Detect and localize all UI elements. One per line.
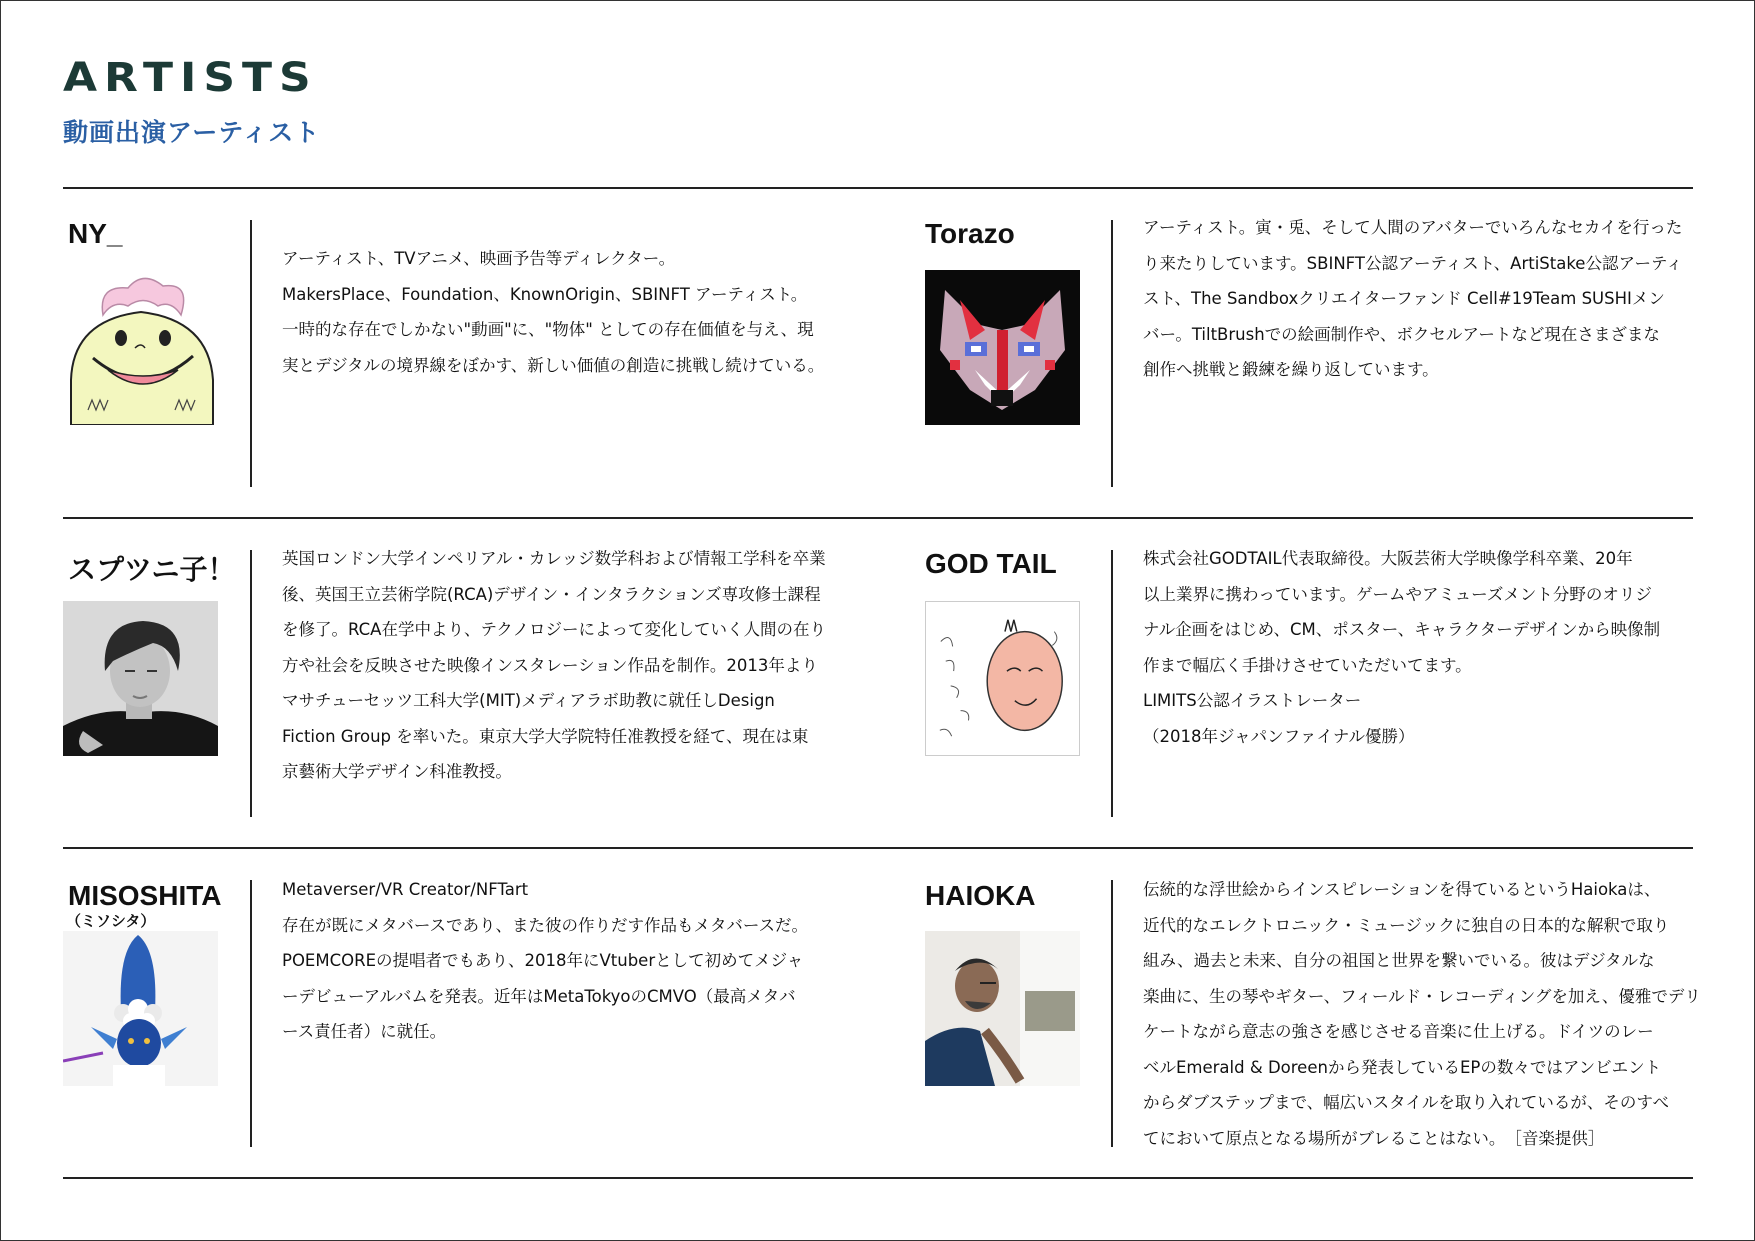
artist-name: MISOSHITA — [68, 880, 222, 911]
artist-name: HAIOKA — [925, 880, 1036, 911]
artist-name: スプツニ子！ — [68, 554, 236, 585]
artist-name: GOD TAIL — [925, 548, 1057, 579]
yellow-creature-avatar — [63, 270, 218, 425]
page-title: ARTISTS — [63, 54, 318, 101]
artist-bio: 英国ロンドン大学インペリアル・カレッジ数学科および情報工学科を卒業 後、英国王立芸術学院(RCA)デザイン・インタラクションズ専攻修士課程 を修了。RCA在学中より、テクノロジーによって変化していく人間の在り 方や社会を反映させた映像インスタレーション作品を制作。2013年より マサチューセッツ工科大学(MIT)メディアラボ助教に就任しDesign Fiction Group を率いた。東京大学大学院特任准教授を経て、現在は東 京藝術大学デザイン科准教授。 — [282, 549, 826, 781]
divider-row-1 — [63, 517, 1693, 519]
divider-top — [63, 187, 1693, 189]
portrait-photo-avatar — [63, 601, 218, 756]
artist-name: NY_ — [68, 218, 123, 249]
column-divider — [1111, 550, 1113, 817]
column-divider — [250, 550, 252, 817]
divider-row-2 — [63, 847, 1693, 849]
column-divider — [1111, 880, 1113, 1147]
artist-bio: 伝統的な浮世絵からインスピレーションを得ているというHaiokaは、 近代的なエレクトロニック・ミュージックに独自の日本的な解釈で取り 組み、過去と未来、自分の祖国と世界を繋いでいる。彼はデジタルな 楽曲に、生の琴やギター、フィールド・レコーディングを加え、優雅でデリ ケートながら意志の強さを感じさせる音楽に仕上げる。ドイツのレー ベルEmerald & Doreenから発表しているEPの数々ではアンビエント からダブステップまで、幅広いスタイルを取り入れているが、そのすべ てにおいて原点となる場所がブレることはない。 ［音楽提供］ — [1143, 880, 1701, 1148]
page-subtitle: 動画出演アーティスト — [63, 118, 321, 147]
artist-bio: アーティスト、TVアニメ、映画予告等ディレクター。 MakersPlace、Foundation、KnownOrigin、SBINFT アーティスト。 一時的な存在でしかない"動画"に、"物体" としての存在価値を与え、現 実とデジタルの境界線をぼかす、新しい価値の創造に挑戦し続けている。 — [282, 249, 825, 375]
window-photo-avatar — [925, 931, 1080, 1086]
artist-bio: 株式会社GODTAIL代表取締役。大阪芸術大学映像学科卒業、20年 以上業界に携わっています。ゲームやアミューズメント分野のオリジ ナル企画をはじめ、CM、ポスター、キャラクターデザインから映像制 作まで幅広く手掛けさせていただいてます。 LIMITS公認イラストレーター （2018年ジャパンファイナル優勝） — [1143, 549, 1661, 746]
blue-figure-avatar — [63, 931, 218, 1086]
artist-name-reading: （ミソシタ） — [66, 912, 156, 930]
artist-bio: Metaverser/VR Creator/NFTart 存在が既にメタバースであり、また彼の作りだす作品もメタバースだ。 POEMCOREの提唱者でもあり、2018年にVtuberとして初めてメジャ ーデビューアルバムを発表。近年はMetaTokyoのCMVO（最高メタバ ース責任者）に就任。 — [282, 880, 809, 1041]
column-divider — [250, 220, 252, 487]
artist-name: Torazo — [925, 218, 1015, 249]
column-divider — [250, 880, 252, 1147]
divider-bottom — [63, 1177, 1693, 1179]
sketch-face-avatar — [925, 601, 1080, 756]
column-divider — [1111, 220, 1113, 487]
artist-bio: アーティスト。寅・兎、そして人間のアバターでいろんなセカイを行った り来たりしています。SBINFT公認アーティスト、ArtiStake公認アーティ スト、The Sandboxクリエイターファンド Cell#19Team SUSHIメン バー。TiltBrushでの絵画制作や、ボクセルアートなど現在さまざまな 創作へ挑戦と鍛練を繰り返しています。 — [1143, 218, 1683, 379]
pixel-mask-avatar — [925, 270, 1080, 425]
